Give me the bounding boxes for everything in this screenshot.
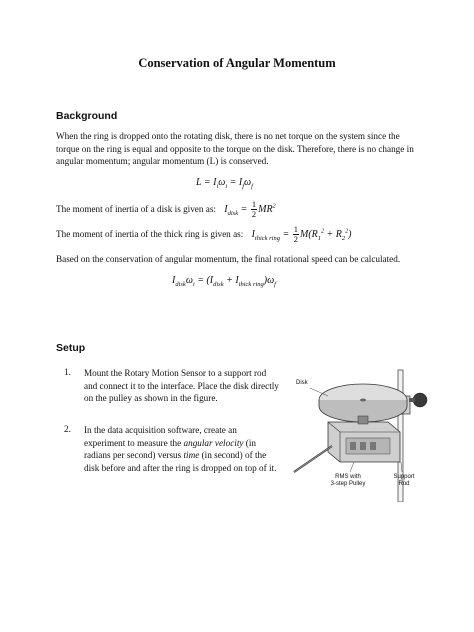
equation-disk-inertia: $I_{disk}$ = $\frac{1}{2}$ $MR^2$ (224, 199, 276, 219)
equation-conservation: $L = I_i\omega_i = I_f\omega_f$ (196, 177, 253, 190)
background-heading: Background (56, 110, 118, 122)
figure-label-rms-line2: 3-step Pulley (330, 481, 366, 487)
figure-label-rms-line1: RMS with (335, 474, 361, 480)
figure-label-rms (328, 474, 368, 488)
figure-label-rod (388, 474, 420, 488)
figure-label-rod-line1: Support (393, 474, 415, 480)
background-paragraph: When the ring is dropped onto the rotating disk, there is no net torque on the system since the torque on the ring is equal and opposite to the torque on the disk. Therefore, there is no change in angular momentum; angular momentum (L) is conserved. (56, 131, 414, 167)
setup-heading: Setup (56, 342, 86, 354)
final-speed-paragraph: Based on the conservation of angular momentum, the final rotational speed can be calculated. (56, 254, 401, 264)
step-1-number: 1. (64, 367, 71, 377)
disk-inertia-text: The moment of inertia of a disk is given as: (56, 203, 216, 214)
disk-inertia-line (56, 199, 276, 219)
step-2-number: 2. (64, 424, 71, 434)
rotary-motion-sensor-figure (288, 366, 444, 502)
step-1-text: Mount the Rotary Motion Sensor to a support rod and connect it to the interface. Place the disk directly on the pulley as shown in the figure. (84, 368, 279, 404)
figure-label-rod-line2: Rod (398, 481, 410, 487)
page-title: Conservation of Angular Momentum (138, 56, 336, 70)
figure-label-disk: Disk (296, 380, 308, 386)
ring-inertia-line (56, 224, 352, 244)
equation-final-speed: $I_{disk}\omega_i = (I_{disk} + I_{thick ring})\omega_f$ (172, 275, 276, 288)
equation-ring-inertia: $I_{thick ring}$ = $\frac{1}{2}$ $M(R_1^2 + R_2^2)$ (251, 224, 352, 244)
step-2-text: In the data acquisition software, create an experiment to measure the angular velocity (in radians per second) versus time (in second) of the disk before and after the ring is dropped on top of it. (84, 425, 277, 473)
ring-inertia-text: The moment of inertia of the thick ring is given as: (56, 228, 244, 239)
